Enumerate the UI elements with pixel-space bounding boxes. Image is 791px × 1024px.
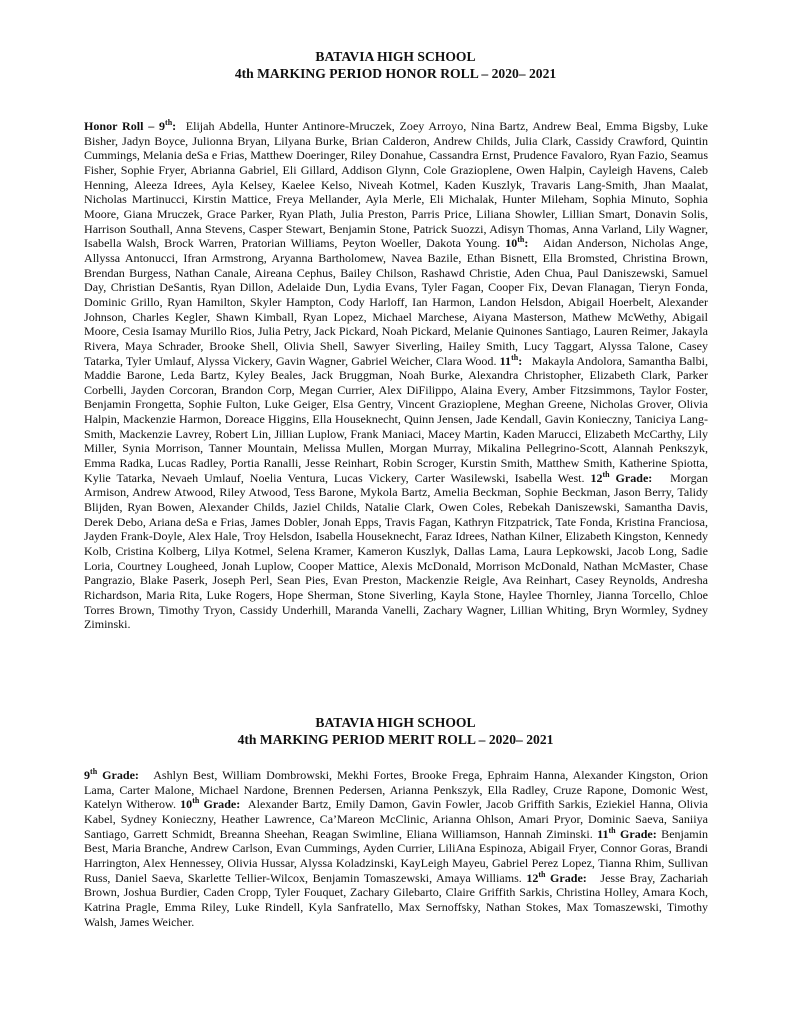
merit-g9-label: 9th Grade: [84,766,139,782]
honor-g11-names: Makayla Andolora, Samantha Balbi, Maddie Barone, Leda Bartz, Kyley Beales, Jack Bruggman, Noah Burke, Alexandra Christopher, Elizabeth Clark, Parker Corbelli, Jayden Corcoran, Brandon Corp, Megan Currier, Alex DiFilippo, Alaina Every, Amber Fitzsimmons, Taylor Foster, Benjamin Frongetta, Sophie Fulton, Luke Geiger, Elsa Gentry, Vincent Grazioplene, Meghan Greene, Nicholas Grover, Olivia Halpin, Mackenzie Harmon, Doreace Higgins, Ella Houseknecht, Quinn Jensen, Jade Kendall, Gavin Konieczny, Taniciya Lang-Smith, Mackenzie Lavrey, Robert Lin, Jillian Luplow, Frank Maniaci, Macey Martin, Kaden Marucci, Elizabeth McCarthy, Lily Miller, Synia Morrison, Tanner Mountain, Melissa Mullen, Morgan Murray, Mikalina Pellegrino-Scott, Alannah Penkszyk, Emma Radka, Lucas Radley, Portia Ranalli, Jesse Reinhart, Robin Scroger, Kurstin Smith, Matthew Smith, Katherine Spiotta, Kylie Tatarka, Nevaeh Umlauf, Noelia Ventura, Lucas Vickery, Carter Wasilewski, Isabella West. [84,353,708,485]
merit-g9-names: Ashlyn Best, William Dombrowski, Mekhi Fortes, Brooke Frega, Ephraim Hanna, Alexander Kingston, Orion Lama, Carter Malone, Michael Nardone, Brennen Pedersen, Arianna Penkszyk, Ella Radley, Cruze Rapone, Domonic West, Katelyn Witherow. [84,768,709,812]
merit-g10-label: 10th Grade: [180,796,241,812]
honor-school-name: BATAVIA HIGH SCHOOL [315,49,476,64]
merit-g11-names: Benjamin Best, Maria Branche, Andrew Carlson, Evan Cummings, Ayden Currier, LiliAna Espinoza, Abigail Fryer, Connor Goras, Brandi Harrington, Alex Hennessey, Olivia Hussar, Alyssa Koladzinski, KayLeigh Mayeu, Gabriel Perez Lopez, Tianna Rhim, Sullivan Russ, Daniel Saeva, Skarlette Tellier-Wilcox, Benjamin Tomaszewski, Amaya Williams. [84,826,708,885]
honor-g10-names: Aidan Anderson, Nicholas Ange, Allyssa Antonucci, Ifran Armstrong, Aryanna Bartholomew, Navea Bazile, Ethan Bisnett, Ella Bromsted, Christina Brown, Brendan Burgess, Nathan Canale, Aireana Cephus, Bailey Chilson, Rashawd Christie, Aden Chua, Paul Daniszewski, Samuel Day, Christian DeSantis, Ryan Dillon, Adelaide Dun, Lydia Evans, Tyler Fagan, Cooper Fix, Devan Flanagan, Tieryn Fonda, Dominic Grillo, Ryan Hamilton, Skyler Hampton, Cody Harloff, Ian Harmon, Landon Helsdon, Abigail Hoerbelt, Alexander Johnson, Charles Kegler, Shawn Kimball, Ryan Lopez, Michael Marchese, Aiyana Masterson, Mathew McWethy, Abigail Moore, Cesia Isamay Murillo Rios, Julia Petry, Jack Pickard, Noah Pickard, Melanie Quinones Santiago, Lauren Reimer, Jakayla Rivera, Maya Schrader, Brooke Shell, Olivia Shell, Sawyer Siverling, Hailey Smith, Lucy Taggart, Alyssa Talone, Casey Tatarka, Tyler Umlauf, Alyssa Vickery, Gavin Wagner, Gabriel Weicher, Clara Wood. [84,236,708,368]
merit-g12-label: 12th Grade: [526,869,587,885]
honor-roll-title: 4th MARKING PERIOD HONOR ROLL – 2020– 2021 [234,66,557,81]
merit-roll-heading [0,714,791,748]
merit-roll-body [84,768,708,929]
merit-roll-title: 4th MARKING PERIOD MERIT ROLL – 2020– 2021 [237,732,554,747]
merit-g10-names: Alexander Bartz, Emily Damon, Gavin Fowler, Jacob Griffith Sarkis, Eziekiel Hanna, Olivia Kabel, Sydney Konieczny, Heather Lawrence, Ca’Mareon McClinic, Arianna Ohlson, Amari Pryor, Dominic Saeva, Saniiya Santiago, Garrett Schmidt, Breanna Sheehan, Reagan Swimline, Eliana Williamson, Hannah Ziminski. [84,797,708,841]
merit-g11-label: 11th Grade: [597,825,657,841]
honor-g9-names: Elijah Abdella, Hunter Antinore-Mruczek, Zoey Arroyo, Nina Bartz, Andrew Beal, Emma Bigsby, Luke Bisher, Jadyn Boyce, Julionna Bryan, Lilyana Burke, Brian Calderon, Andrew Childs, Julia Clark, Cassidy Crawford, Quintin Cummings, Melania deSa e Frias, Matthew Doeringer, Riley Donahue, Cassandra Ernst, Prudence Favaloro, Ryan Fazio, Seamus Fisher, Sophie Fryer, Abrianna Gabriel, Eli Gillard, Addison Glynn, Cole Grazioplene, Owen Halpin, Cayleigh Havens, Caleb Henning, Aleeza Idrees, Ayla Kelsey, Kaelee Kelso, Niveah Kotmel, Kaden Kuszlyk, Travaris Lang-Smith, Jhan Maalat, Nicholas Martinucci, Kirstin Mattice, Freya Mellander, Ayla Merle, Eli Michalak, Hunter Mileham, Sophia Minuto, Sophia Moore, Giana Mruczek, Grace Parker, Ryan Plath, Julia Preston, Parris Price, Liliana Showler, Lillian Smart, Donavin Solis, Harrison Southall, Anna Stevens, Casper Stewart, Benjamin Stone, Patrick Suozzi, Adisyn Thomas, Anna Varland, Lily Wagner, Isabella Walsh, Brock Warren, Pratorian Williams, Peyton Woeller, Dakota Young. [84,119,709,251]
honor-roll-body [84,119,708,632]
honor-g12-names: Morgan Armison, Andrew Atwood, Riley Atwood, Tess Barone, Mykola Bartz, Amelia Beckman, Sophie Beckman, Jason Berry, Talidy Blijden, Ryan Bowen, Alexander Childs, Jaziel Childs, Natalie Clark, Owen Coles, Rebekah Daniszewski, Samantha Davis, Derek Debo, Ariana deSa e Frias, James Dobler, Jonah Epps, Travis Fagan, Kathryn Fitzpatrick, Tate Fonda, Kristina Franciosa, Jayden Frank-Doyle, Alex Hale, Troy Helsdon, Isabella Houseknecht, Faraz Idrees, Nathan Kilner, Elizabeth Kingston, Kennedy Kolb, Cristina Kolberg, Lilya Kotmel, Selena Kramer, Kameron Kuszlyk, Dallas Lama, Laura Lepkowski, Jacob Long, Sadie Loria, Courtney Lougheed, Jonah Luplow, Cooper Mattice, Alexis McDonald, Morrison McDonald, Nathan McMaster, Chase Pangrazio, Blake Paserk, Joseph Perl, Sean Pies, Evan Preston, Mackenzie Reigle, Ava Reinhart, Casey Reynolds, Andresha Richardson, Maria Rita, Luke Rogers, Hope Sherman, Stone Siverling, Kayla Stone, Haylee Thornley, Jianna Torcello, Chloe Torres Brown, Timothy Tryon, Cassidy Underhill, Maranda Vanelli, Zachary Wagner, Lillian Whiting, Bryn Wormley, Sydney Ziminski. [84,470,708,632]
honor-g11-label: 11th: [499,352,523,368]
merit-g12-names: Jesse Bray, Zachariah Brown, Joshua Burdier, Caden Cropp, Tyler Fouquet, Zachary Gilebarto, Claire Griffith Sarkis, Christina Holley, Amara Koch, Katrina Pragle, Emma Riley, Luke Rindell, Kyla Sanfratello, Max Sernoffsky, Nathan Stokes, Max Tomaszewski, Timothy Walsh, James Weicher. [84,870,708,929]
honor-g10-label: 10th: [505,235,529,251]
merit-school-name: BATAVIA HIGH SCHOOL [315,715,476,730]
honor-g12-label: 12th Grade: [590,469,653,485]
honor-roll-heading [0,48,791,82]
honor-intro-label: Honor Roll – 9th: [84,117,177,133]
